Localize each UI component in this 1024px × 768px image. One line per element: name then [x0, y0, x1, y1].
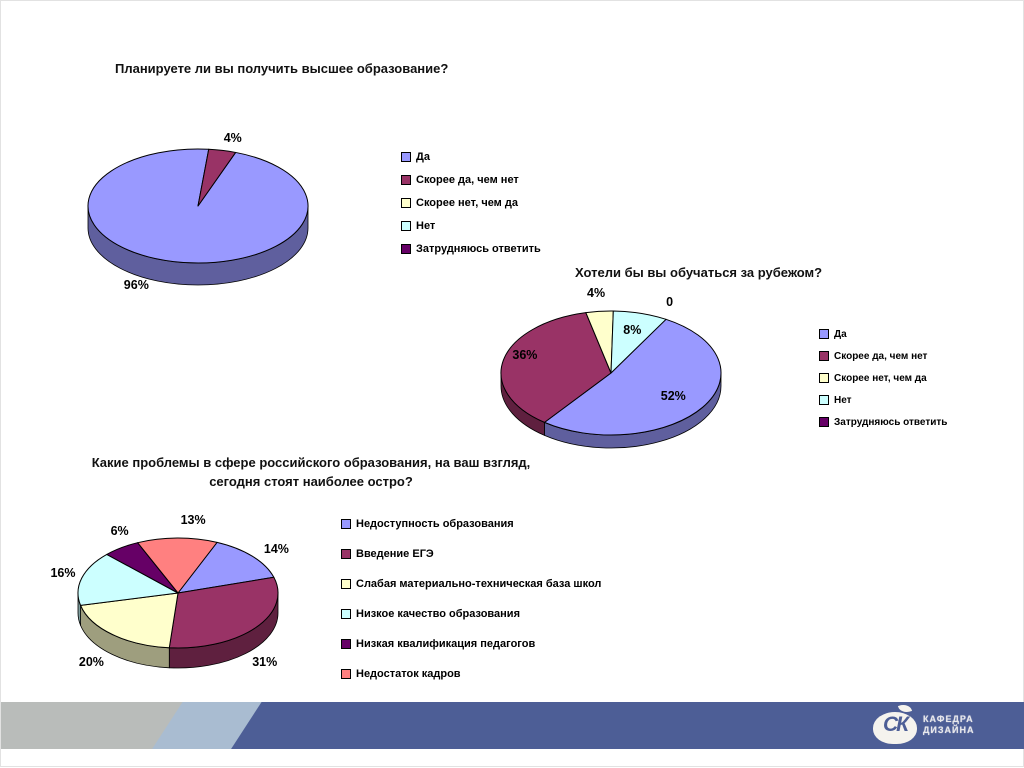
pie-data-label: 0: [666, 295, 674, 310]
legend-label: Скорее да, чем нет: [834, 351, 928, 362]
pie-data-label: 36%: [512, 347, 538, 362]
pie-data-label: 8%: [623, 323, 642, 337]
legend-swatch-icon: [819, 329, 829, 339]
legend-label: Нет: [834, 395, 852, 406]
legend-swatch-icon: [819, 417, 829, 427]
legend-chart-3: [341, 518, 609, 698]
legend-label: Недостаток кадров: [356, 668, 461, 680]
legend-swatch-icon: [341, 669, 351, 679]
legend-chart-1: [401, 151, 591, 266]
legend-item: [341, 608, 609, 621]
legend-label: Слабая материально-техническая база школ: [356, 578, 602, 590]
chart-title-3: Какие проблемы в сфере российского образования, на ваш взгляд, сегодня стоят наиболее остро?: [91, 455, 531, 489]
legend-item: [401, 197, 591, 210]
legend-item: [819, 416, 999, 429]
legend-item: [819, 372, 999, 385]
legend-item: [819, 350, 999, 363]
legend-label: Да: [834, 329, 847, 340]
legend-swatch-icon: [341, 549, 351, 559]
pie-data-label: 20%: [78, 654, 104, 669]
pie-data-label: 6%: [110, 523, 129, 538]
legend-label: Затрудняюсь ответить: [416, 243, 541, 255]
legend-label: Затрудняюсь ответить: [834, 417, 948, 428]
legend-swatch-icon: [341, 579, 351, 589]
legend-item: [341, 548, 609, 561]
pie-data-label: 52%: [660, 389, 686, 404]
legend-label: Скорее нет, чем да: [416, 197, 518, 209]
chart-title-1: Планируете ли вы получить высшее образование?: [115, 61, 449, 76]
legend-item: [341, 638, 609, 651]
legend-item: [401, 243, 591, 256]
legend-label: Недоступность образования: [356, 518, 514, 530]
logo-text-line1: КАФЕДРА: [923, 714, 974, 724]
legend-item: [401, 220, 591, 233]
legend-swatch-icon: [401, 244, 411, 254]
legend-label: Низкая квалификация педагогов: [356, 638, 536, 650]
pie-data-label: 96%: [123, 278, 149, 293]
legend-swatch-icon: [341, 639, 351, 649]
apple-logo-icon: [873, 705, 919, 745]
legend-label: Скорее нет, чем да: [834, 373, 927, 384]
footer-band: [1, 702, 1024, 749]
legend-label: Введение ЕГЭ: [356, 548, 434, 560]
legend-swatch-icon: [401, 221, 411, 231]
legend-swatch-icon: [401, 175, 411, 185]
pie-data-label: 31%: [252, 655, 278, 670]
pie-data-label: 4%: [223, 131, 242, 146]
legend-swatch-icon: [819, 373, 829, 383]
legend-item: [819, 394, 999, 407]
legend-label: Нет: [416, 220, 436, 232]
legend-label: Да: [416, 151, 430, 163]
pie-data-label: 14%: [263, 541, 289, 556]
legend-chart-2: [819, 328, 999, 438]
legend-swatch-icon: [819, 395, 829, 405]
legend-label: Низкое качество образования: [356, 608, 520, 620]
legend-item: [341, 668, 609, 681]
pie-data-label: 13%: [180, 513, 206, 528]
pie-data-label: 16%: [50, 566, 76, 581]
legend-item: [341, 578, 609, 591]
legend-item: [401, 151, 591, 164]
legend-swatch-icon: [341, 519, 351, 529]
legend-item: [819, 328, 999, 341]
department-logo: [873, 704, 975, 746]
chart-title-2: Хотели бы вы обучаться за рубежом?: [575, 265, 823, 280]
logo-monogram: СК: [882, 713, 908, 736]
legend-item: [341, 518, 609, 531]
legend-swatch-icon: [401, 198, 411, 208]
logo-text-line2: ДИЗАЙНА: [923, 725, 975, 735]
legend-swatch-icon: [401, 152, 411, 162]
legend-swatch-icon: [819, 351, 829, 361]
legend-swatch-icon: [341, 609, 351, 619]
legend-item: [401, 174, 591, 187]
legend-label: Скорее да, чем нет: [416, 174, 519, 186]
pie-data-label: 4%: [587, 285, 606, 300]
